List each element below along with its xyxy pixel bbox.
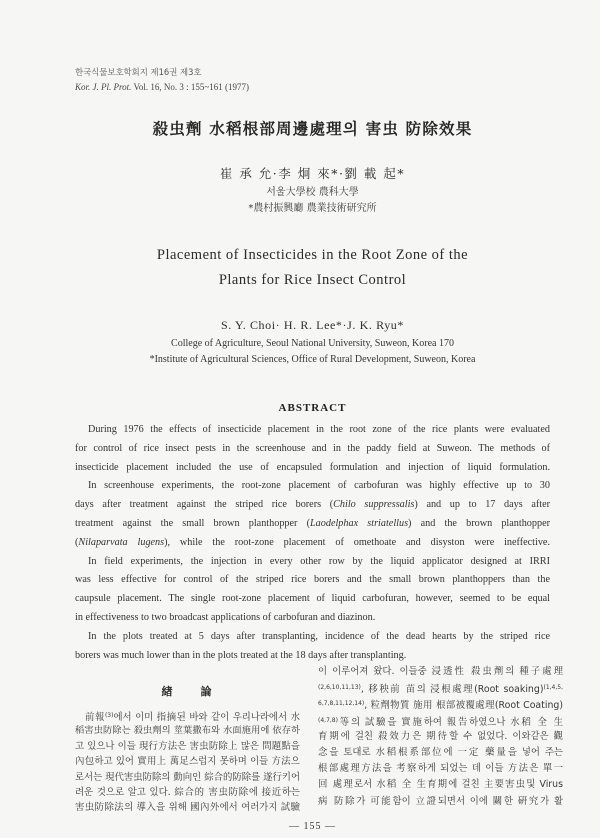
body-line: 病 防除가 可能함이 立證되면서 이에 關한 硏究가 활 (318, 795, 563, 807)
affiliation-en-2: *Institute of Agricultural Sciences, Office of Rural Development, Suweon, Korea (149, 354, 476, 365)
abstract-line: In field experiments, the injection in every other row by the liquid applicator designed at IRRI (88, 555, 550, 567)
body-line: 內包하고 있어 實用上 萬足스럽지 못하며 이들 方法으 (75, 756, 300, 768)
body-text: 前報 (85, 712, 105, 723)
page-number: — 155 — (289, 821, 336, 832)
title-en-line-1: Placement of Insecticides in the Root Zone of the (156, 247, 469, 263)
title-en-line-2: Plants for Rice Insect Control (218, 272, 407, 288)
body-line (318, 696, 563, 712)
citation-ref: (1,4,5, (543, 684, 563, 692)
body-line: 이 이루어져 왔다. 이들중 浸透性 殺虫劑의 種子處理 (318, 666, 563, 677)
body-line: 育期에 걸친 殺效力은 期待할 수 없었다. 이와같은 觀 (318, 730, 563, 742)
body-line: 念을 토대로 水稻根系部位에 一定 藥量을 넣어 주는 (318, 746, 563, 758)
affiliation-ko-1: 서울大學校 農科大學 (266, 187, 359, 198)
journal-name-ko: 한국식물보호학회지 제16권 제3호 (75, 67, 202, 77)
citation-ref: 6,7,8,11,12,14) (318, 700, 365, 708)
affiliation-ko-2: *農村振興廳 農業技術研究所 (248, 203, 377, 214)
body-line: 로서는 現代害虫防除의 動向인 綜合的防除를 遂行키어 (75, 771, 300, 783)
authors-en: S. Y. Choi· H. R. Lee*·J. K. Ryu* (221, 318, 404, 332)
body-line: 稻害虫防除는 殺虫劑의 莖葉撒布와 水面施用에 依存하 (75, 725, 300, 737)
abstract-text: ( (75, 536, 79, 548)
journal-citation (75, 81, 375, 93)
journal-abbreviation: Kor. J. Pl. Prot. (75, 82, 132, 92)
body-text: 에서 이미 指摘된 바와 같이 우리나라에서 水 (113, 712, 300, 723)
abstract-text: days after treatment against the striped rice borers ( (75, 499, 334, 511)
abstract-line: insecticide placement included the use of encapsuled formulation and injection of liquid formulation. (75, 461, 550, 473)
citation-ref: (2,6,10,11,13) (318, 684, 361, 692)
body-line: 고 있으나 이들 現行方法은 害虫防除上 많은 問題點을 (75, 740, 300, 752)
species-name: Laodelphax striatellus (310, 517, 409, 529)
abstract-text: treatment against the small brown planthopper ( (75, 517, 310, 529)
abstract-line: In the plots treated at 5 days after transplanting, incidence of the dead hearts by the striped rice (88, 630, 550, 642)
abstract-line: caupsule placement. The single root-zone placement of liquid carbofuran, however, seemed to be equal (75, 593, 550, 605)
body-column-left (75, 708, 300, 816)
abstract-text: ) and the brown planthopper (408, 517, 550, 529)
species-name: Chilo suppressalis (333, 499, 415, 511)
abstract-body (75, 421, 550, 665)
abstract-line: borers was much lower than in the plots treated at the 18 days after transplanting. (75, 649, 407, 661)
body-line (318, 680, 563, 696)
abstract-heading: ABSTRACT (278, 402, 347, 414)
abstract-line: for control of rice insect pests in the screenhouse and in the paddy field at Suweon. The methods of (75, 442, 550, 454)
abstract-text: ), while the root-zone placement of omethoate and disyston were ineffective. (164, 536, 550, 548)
abstract-line: in effectiveness to two broadcast applications of carbofuran and diazinon. (75, 611, 376, 623)
abstract-line (75, 496, 550, 515)
authors-ko: 崔 承 允·李 炯 來*·劉 載 起* (219, 166, 406, 181)
body-text: 等의 試驗을 實施하여 報告하였으나 水稻 全 生 (337, 716, 563, 728)
abstract-text: ) and up to 17 days after (414, 499, 550, 511)
body-line: 려운 것으로 알고 있다. 綜合的 害虫防除에 接近하는 (75, 786, 300, 798)
section-heading-introduction: 緖 論 (161, 685, 214, 698)
body-column-right (318, 664, 563, 810)
abstract-line: was less effective for control of the striped rice borers and the small brown planthoppers than the (75, 574, 550, 586)
abstract-line (75, 534, 550, 553)
body-line: 害虫防除法의 導入을 위해 國內外에서 여러가지 試驗 (75, 802, 300, 814)
body-line (75, 708, 300, 723)
affiliation-en-1: College of Agriculture, Seoul National University, Suweon, Korea 170 (171, 338, 454, 349)
body-line (318, 713, 563, 729)
journal-volume-pages: Vol. 16, No. 3 : 155~161 (1977) (131, 82, 249, 92)
body-text: , 粒劑物質 施用 根部被覆處理(Root Coating) (364, 700, 563, 712)
body-text: , 移秧前 苗의 浸根處理(Root soaking) (360, 684, 544, 696)
abstract-line: During 1976 the effects of insecticide placement in the root zone of the rice plants were evaluated (88, 424, 550, 435)
species-name: Nilaparvata lugens (78, 536, 165, 548)
abstract-line: In screenhouse experiments, the root-zone placement of carbofuran was highly effective up to 30 (88, 480, 550, 492)
citation-ref: (4,7,8) (318, 716, 338, 724)
body-line: 根部處理方法을 考察하게 되었는 데 이들 方法은 單一 (318, 763, 563, 775)
abstract-line (75, 515, 550, 534)
body-line: 回 處理로서 水稻 全 生育期에 걸친 主要害虫및 Virus (318, 779, 563, 791)
title-ko: 殺虫劑 水稻根部周邊處理의 害虫 防除效果 (152, 119, 473, 138)
citation-ref: (3) (104, 712, 114, 719)
